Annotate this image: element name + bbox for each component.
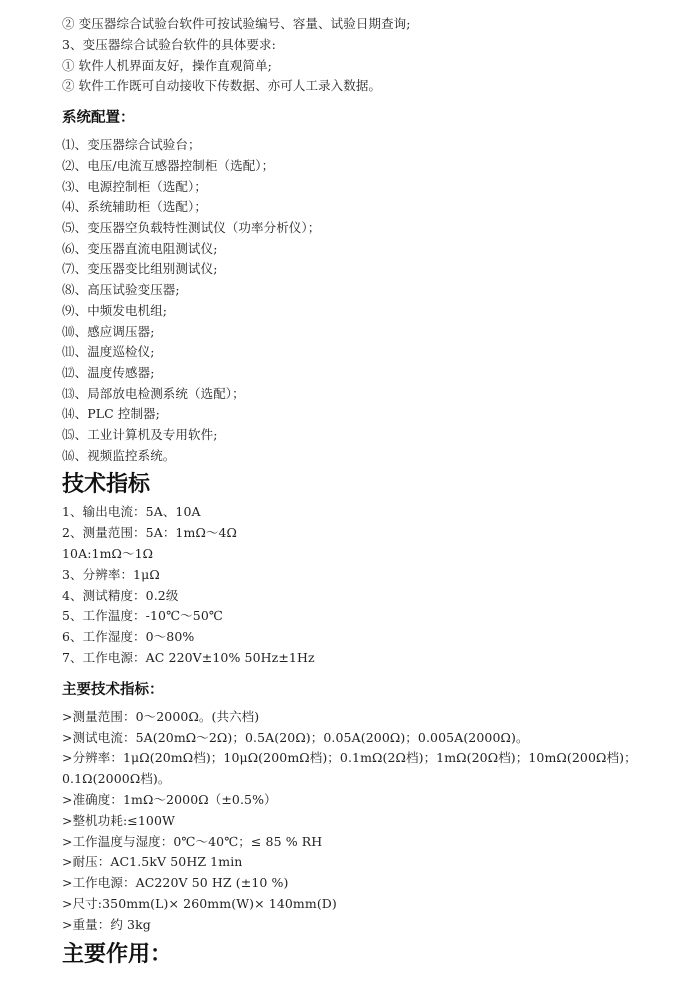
tech-index-item: 4、测试精度：0.2级: [62, 587, 179, 603]
tech-index-item: 5、工作温度：-10℃～50℃: [62, 608, 223, 624]
spec-item: >尺寸:350mm(L)× 260mm(W)× 140mm(D): [62, 895, 337, 911]
spec-item: >测量范围：0～2000Ω。(共六档): [62, 708, 260, 724]
tech-index-item: 7、工作电源：AC 220V±10% 50Hz±1Hz: [62, 650, 315, 666]
config-item: ⒂、工业计算机及专用软件;: [62, 427, 218, 443]
tech-index-item: 2、测量范围：5A：1mΩ～4Ω: [62, 525, 238, 541]
spec-item: >工作电源：AC220V 50 HZ (±10 %): [62, 875, 289, 891]
config-item: ⒁、PLC 控制器;: [62, 406, 160, 422]
intro-line: ② 软件工作既可自动接收下传数据、亦可人工录入数据。: [62, 78, 382, 94]
config-item: ⑽、感应调压器;: [62, 323, 155, 339]
tech-index-item: 6、工作湿度：0～80%: [62, 629, 195, 645]
spec-item: >测试电流：5A(20mΩ～2Ω)；0.5A(20Ω)；0.05A(200Ω)；0.005A(2000Ω)。: [62, 729, 529, 745]
tech-index-item: 10A:1mΩ～1Ω: [62, 546, 154, 562]
config-item: ⑶、电源控制柜（选配）；: [62, 178, 207, 194]
config-item: ⑻、高压试验变压器;: [62, 282, 180, 298]
intro-line: 3、变压器综合试验台软件的具体要求:: [62, 36, 276, 52]
spec-item: >重量：约 3kg: [62, 916, 151, 932]
system-config-heading: 系统配置：: [62, 110, 135, 127]
main-tech-index-heading: 主要技术指标：: [62, 681, 164, 698]
main-tech-index-section: [62, 679, 662, 936]
config-item: ⒀、局部放电检测系统（选配）；: [62, 385, 245, 401]
spec-item: >分辨率：1μΩ(20mΩ档)；10μΩ(200mΩ档)；0.1mΩ(2Ω档)；1mΩ(20Ω档)；10mΩ(200Ω档)；0.1Ω(2000Ω档)。: [62, 750, 637, 787]
tech-index-section: [62, 470, 662, 668]
config-item: ⑹、变压器直流电阻测试仪;: [62, 240, 218, 256]
config-item: ⑸、变压器空负载特性测试仪（功率分析仪）；: [62, 220, 321, 235]
config-item: ⑵、电压/电流互感器控制柜（选配）；: [62, 157, 275, 173]
tech-index-item: 3、分辨率：1μΩ: [62, 566, 160, 582]
tech-index-heading: 技术指标: [62, 472, 151, 498]
config-item: ⑾、温度巡检仪;: [62, 344, 155, 360]
intro-line: ① 软件人机界面友好，操作直观简单;: [62, 57, 272, 73]
main-function-heading: 主要作用：: [62, 941, 173, 967]
config-item: ⑷、系统辅助柜（选配）；: [62, 199, 207, 215]
config-item: ⑴、变压器综合试验台；: [62, 137, 201, 153]
system-config-section: [62, 107, 662, 466]
spec-item: >工作温度与湿度：0℃～40℃；≤ 85 % RH: [62, 833, 323, 849]
document-page: [62, 14, 662, 972]
intro-section: [62, 14, 662, 97]
intro-line: ② 变压器综合试验台软件可按试验编号、容量、试验日期查询;: [62, 16, 411, 31]
spec-item: >准确度：1mΩ～2000Ω（±0.5%）: [62, 792, 277, 807]
main-function-section: [62, 940, 662, 970]
config-item: ⒃、视频监控系统。: [62, 447, 176, 463]
spec-item: >整机功耗:≤100W: [62, 812, 175, 828]
config-item: ⑺、变压器变比组别测试仪;: [62, 261, 218, 277]
config-item: ⑿、温度传感器;: [62, 364, 155, 380]
spec-item: >耐压：AC1.5kV 50HZ 1min: [62, 854, 243, 870]
config-item: ⑼、中频发电机组;: [62, 302, 168, 318]
tech-index-item: 1、输出电流：5A、10A: [62, 504, 201, 520]
